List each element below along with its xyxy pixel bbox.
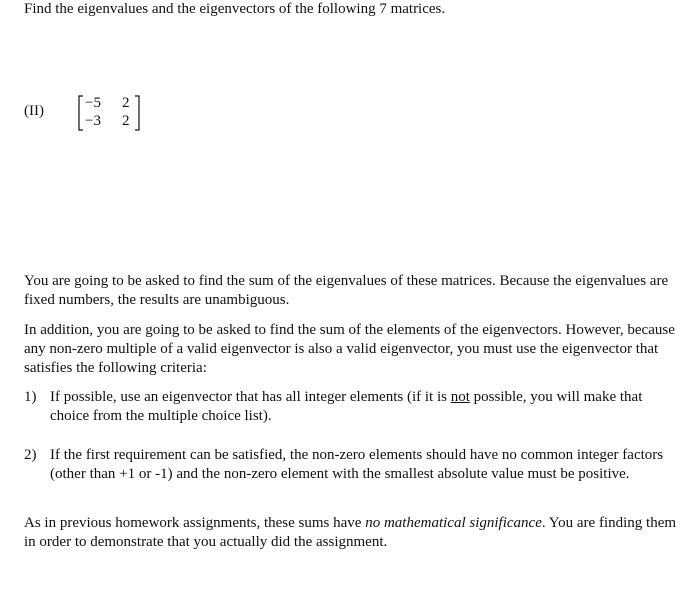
matrix-cell-r2c1: −3 bbox=[85, 113, 101, 129]
paragraph-significance: As in previous homework assignments, these sums have no mathematical significance. You are finding them in order to demonstrate that you actually did the assignment. bbox=[24, 515, 677, 550]
matrix-cell-r1c2: 2 bbox=[122, 95, 130, 111]
paragraph-eigenvectors: In addition, you are going to be asked to find the sum of the elements of the eigenvectors. However, because any non-zero multiple of a valid eigenvector is also a valid eigenvector, you must use the eigenvector that satisfies the following criteria: bbox=[24, 322, 675, 376]
matrix-cell-r2c2: 2 bbox=[122, 113, 130, 129]
problem-label: (II) bbox=[24, 103, 44, 119]
paragraph-eigenvalues: You are going to be asked to find the sum of the eigenvalues of these matrices. Because the eigenvalues are fixed numbers, the results are unambiguous. bbox=[24, 273, 669, 308]
matrix bbox=[76, 93, 142, 133]
criterion-number: 2) bbox=[24, 447, 37, 463]
criterion-text: If possible, use an eigenvector that has all integer elements (if it is not possible, you will make that choice from the multiple choice list). bbox=[50, 389, 643, 424]
italic-phrase: no mathematical significance bbox=[365, 515, 542, 531]
criterion-text: If the first requirement can be satisfied, the non-zero elements should have no common integer factors (other than +1 or -1) and the non-zero element with the smallest absolute value must be positive. bbox=[50, 447, 664, 482]
emphasis-not: not bbox=[450, 389, 470, 405]
instructions-heading: Find the eigenvalues and the eigenvectors of the following 7 matrices. bbox=[24, 1, 446, 17]
criterion-number: 1) bbox=[24, 389, 37, 405]
matrix-cell-r1c1: −5 bbox=[85, 95, 101, 111]
